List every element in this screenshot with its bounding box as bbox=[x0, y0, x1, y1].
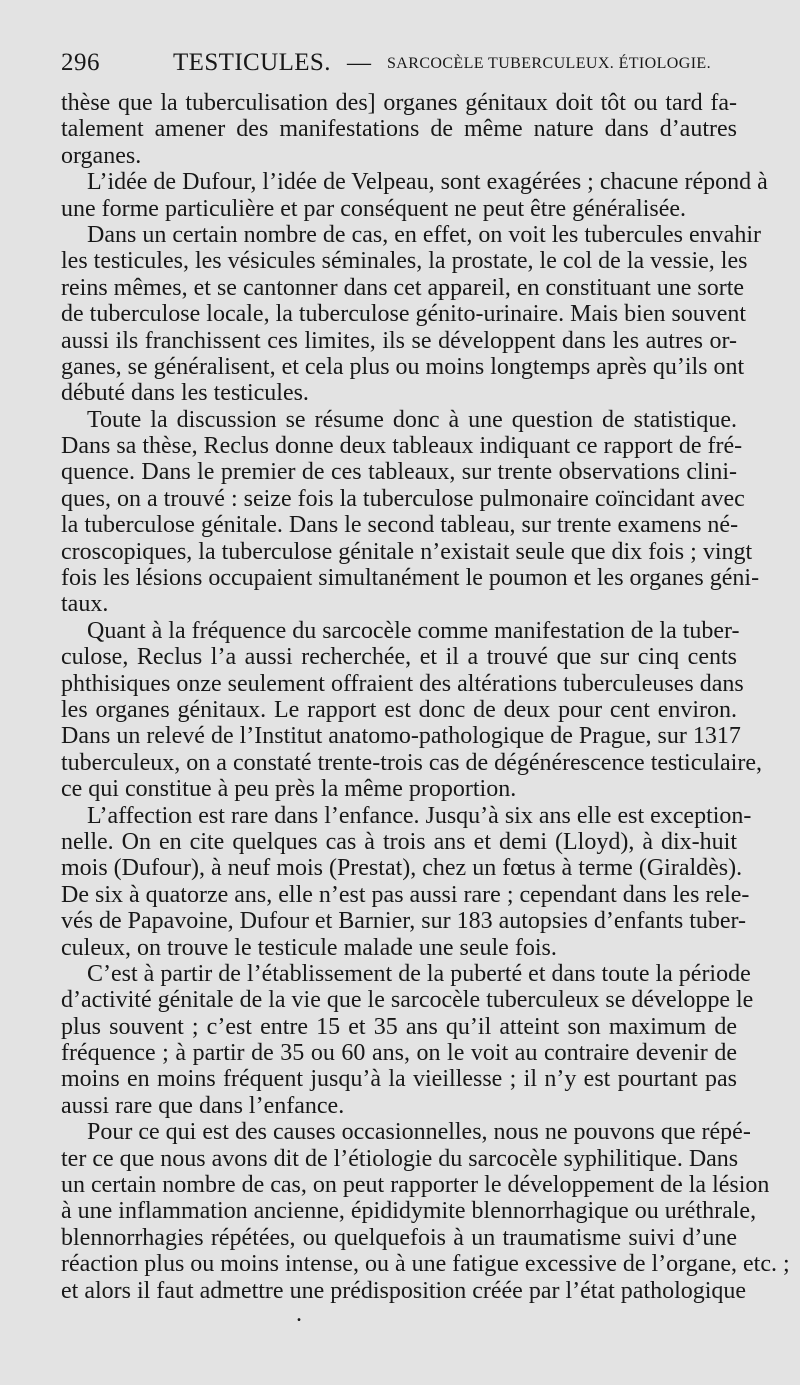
text-line: nelle. On en cite quelques cas à trois ans et demi (Lloyd), à dix-huit bbox=[61, 828, 737, 855]
text-line: tuberculeux, on a constaté trente-trois cas de dégénérescence testiculaire, bbox=[61, 749, 762, 776]
paragraph bbox=[61, 960, 754, 1119]
text-line: fois les lésions occupaient simultanément le poumon et les organes géni- bbox=[61, 565, 760, 592]
text-line: organes. bbox=[61, 142, 142, 169]
body-text bbox=[61, 90, 790, 1304]
text-line: L’idée de Dufour, l’idée de Velpeau, sont exagérées ; chacune répond à bbox=[87, 169, 768, 196]
text-line: Toute la discussion se résume donc à une question de statistique. bbox=[87, 406, 737, 433]
text-line: d’activité génitale de la vie que le sarcocèle tuberculeux se développe le bbox=[61, 987, 754, 1014]
text-line: la tuberculose génitale. Dans le second tableau, sur trente examens né- bbox=[61, 512, 739, 539]
text-line: débuté dans les testicules. bbox=[61, 380, 309, 407]
paragraph bbox=[61, 1119, 790, 1304]
text-line: culeux, on trouve le testicule malade une seule fois. bbox=[61, 934, 557, 961]
text-line: Dans sa thèse, Reclus donne deux tableaux indiquant ce rapport de fré- bbox=[61, 433, 743, 460]
text-line: aussi rare que dans l’enfance. bbox=[61, 1092, 345, 1119]
text-line: De six à quatorze ans, elle n’est pas aussi rare ; cependant dans les rele- bbox=[61, 881, 750, 908]
text-line: croscopiques, la tuberculose génitale n’existait seule que dix fois ; vingt bbox=[61, 538, 753, 565]
text-line: une forme particulière et par conséquent ne peut être généralisée. bbox=[61, 195, 687, 222]
page-mark: . bbox=[296, 1301, 302, 1327]
text-line: ganes, se généralisent, et cela plus ou moins longtemps après qu’ils ont bbox=[61, 353, 745, 380]
text-line: culose, Reclus l’a aussi recherchée, et il a trouvé que sur cinq cents bbox=[61, 644, 737, 671]
text-line: ter ce que nous avons dit de l’étiologie du sarcocèle syphilitique. Dans bbox=[61, 1145, 739, 1172]
paragraph bbox=[61, 169, 768, 222]
text-line: ques, on a trouvé : seize fois la tuberculose pulmonaire coïncidant avec bbox=[61, 485, 745, 512]
text-line: reins mêmes, et se cantonner dans cet appareil, en constituant une sorte bbox=[61, 274, 745, 301]
text-line: Quant à la fréquence du sarcocèle comme manifestation de la tuber- bbox=[87, 617, 740, 644]
text-line: phthisiques onze seulement offraient des altérations tuberculeuses dans bbox=[61, 670, 744, 697]
text-line: fréquence ; à partir de 35 ou 60 ans, on le voit au contraire devenir de bbox=[61, 1040, 737, 1067]
running-subtitle: SARCOCÈLE TUBERCULEUX. ÉTIOLOGIE. bbox=[387, 55, 711, 72]
text-line: thèse que la tuberculisation des] organes génitaux doit tôt ou tard fa- bbox=[61, 90, 737, 116]
text-line: plus souvent ; c’est entre 15 et 35 ans qu’il atteint son maximum de bbox=[61, 1013, 737, 1040]
text-line: les testicules, les vésicules séminales, la prostate, le col de la vessie, les bbox=[61, 248, 748, 275]
page-number: 296 bbox=[61, 49, 100, 76]
text-line: moins en moins fréquent jusqu’à la vieillesse ; il n’y est pourtant pas bbox=[61, 1066, 737, 1093]
text-line: Pour ce qui est des causes occasionnelles, nous ne pouvons que répé- bbox=[87, 1119, 751, 1146]
text-line: talement amener des manifestations de même nature dans d’autres bbox=[61, 116, 737, 143]
paragraph bbox=[61, 617, 762, 803]
paragraph bbox=[61, 802, 752, 961]
text-line: les organes génitaux. Le rapport est donc de deux pour cent environ. bbox=[61, 696, 737, 723]
text-line: Dans un certain nombre de cas, en effet, on voit les tubercules envahir bbox=[87, 221, 761, 248]
text-line: vés de Papavoine, Dufour et Barnier, sur 183 autopsies d’enfants tuber- bbox=[61, 908, 747, 935]
text-line: quence. Dans le premier de ces tableaux, sur trente observations clini- bbox=[61, 459, 737, 486]
running-title: TESTICULES. bbox=[173, 49, 331, 76]
text-line: aussi ils franchissent ces limites, ils se développent dans les autres or- bbox=[61, 327, 737, 354]
paragraph bbox=[61, 406, 760, 618]
text-line: C’est à partir de l’établissement de la puberté et dans toute la période bbox=[87, 960, 751, 987]
running-separator: — bbox=[347, 50, 371, 76]
text-line: mois (Dufour), à neuf mois (Prestat), chez un fœtus à terme (Giraldès). bbox=[61, 855, 743, 882]
paragraph bbox=[61, 90, 737, 169]
paragraph bbox=[61, 221, 761, 407]
text-line: et alors il faut admettre une prédisposition créée par l’état pathologique bbox=[61, 1277, 747, 1304]
text-line: ce qui constitue à peu près la même proportion. bbox=[61, 776, 517, 803]
text-line: un certain nombre de cas, on peut rapporter le développement de la lésion bbox=[61, 1172, 770, 1199]
text-line: de tuberculose locale, la tuberculose génito-urinaire. Mais bien souvent bbox=[61, 301, 747, 328]
text-line: Dans un relevé de l’Institut anatomo-pathologique de Prague, sur 1317 bbox=[61, 723, 741, 750]
text-line: réaction plus ou moins intense, ou à une fatigue excessive de l’organe, etc. ; bbox=[61, 1251, 790, 1278]
text-line: L’affection est rare dans l’enfance. Jusqu’à six ans elle est exception- bbox=[87, 802, 752, 829]
text-line: à une inflammation ancienne, épididymite blennorrhagique ou uréthrale, bbox=[61, 1198, 757, 1225]
text-line: blennorrhagies répétées, ou quelquefois à un traumatisme suivi d’une bbox=[61, 1224, 737, 1251]
running-header bbox=[61, 46, 741, 80]
text-line: taux. bbox=[61, 591, 109, 618]
